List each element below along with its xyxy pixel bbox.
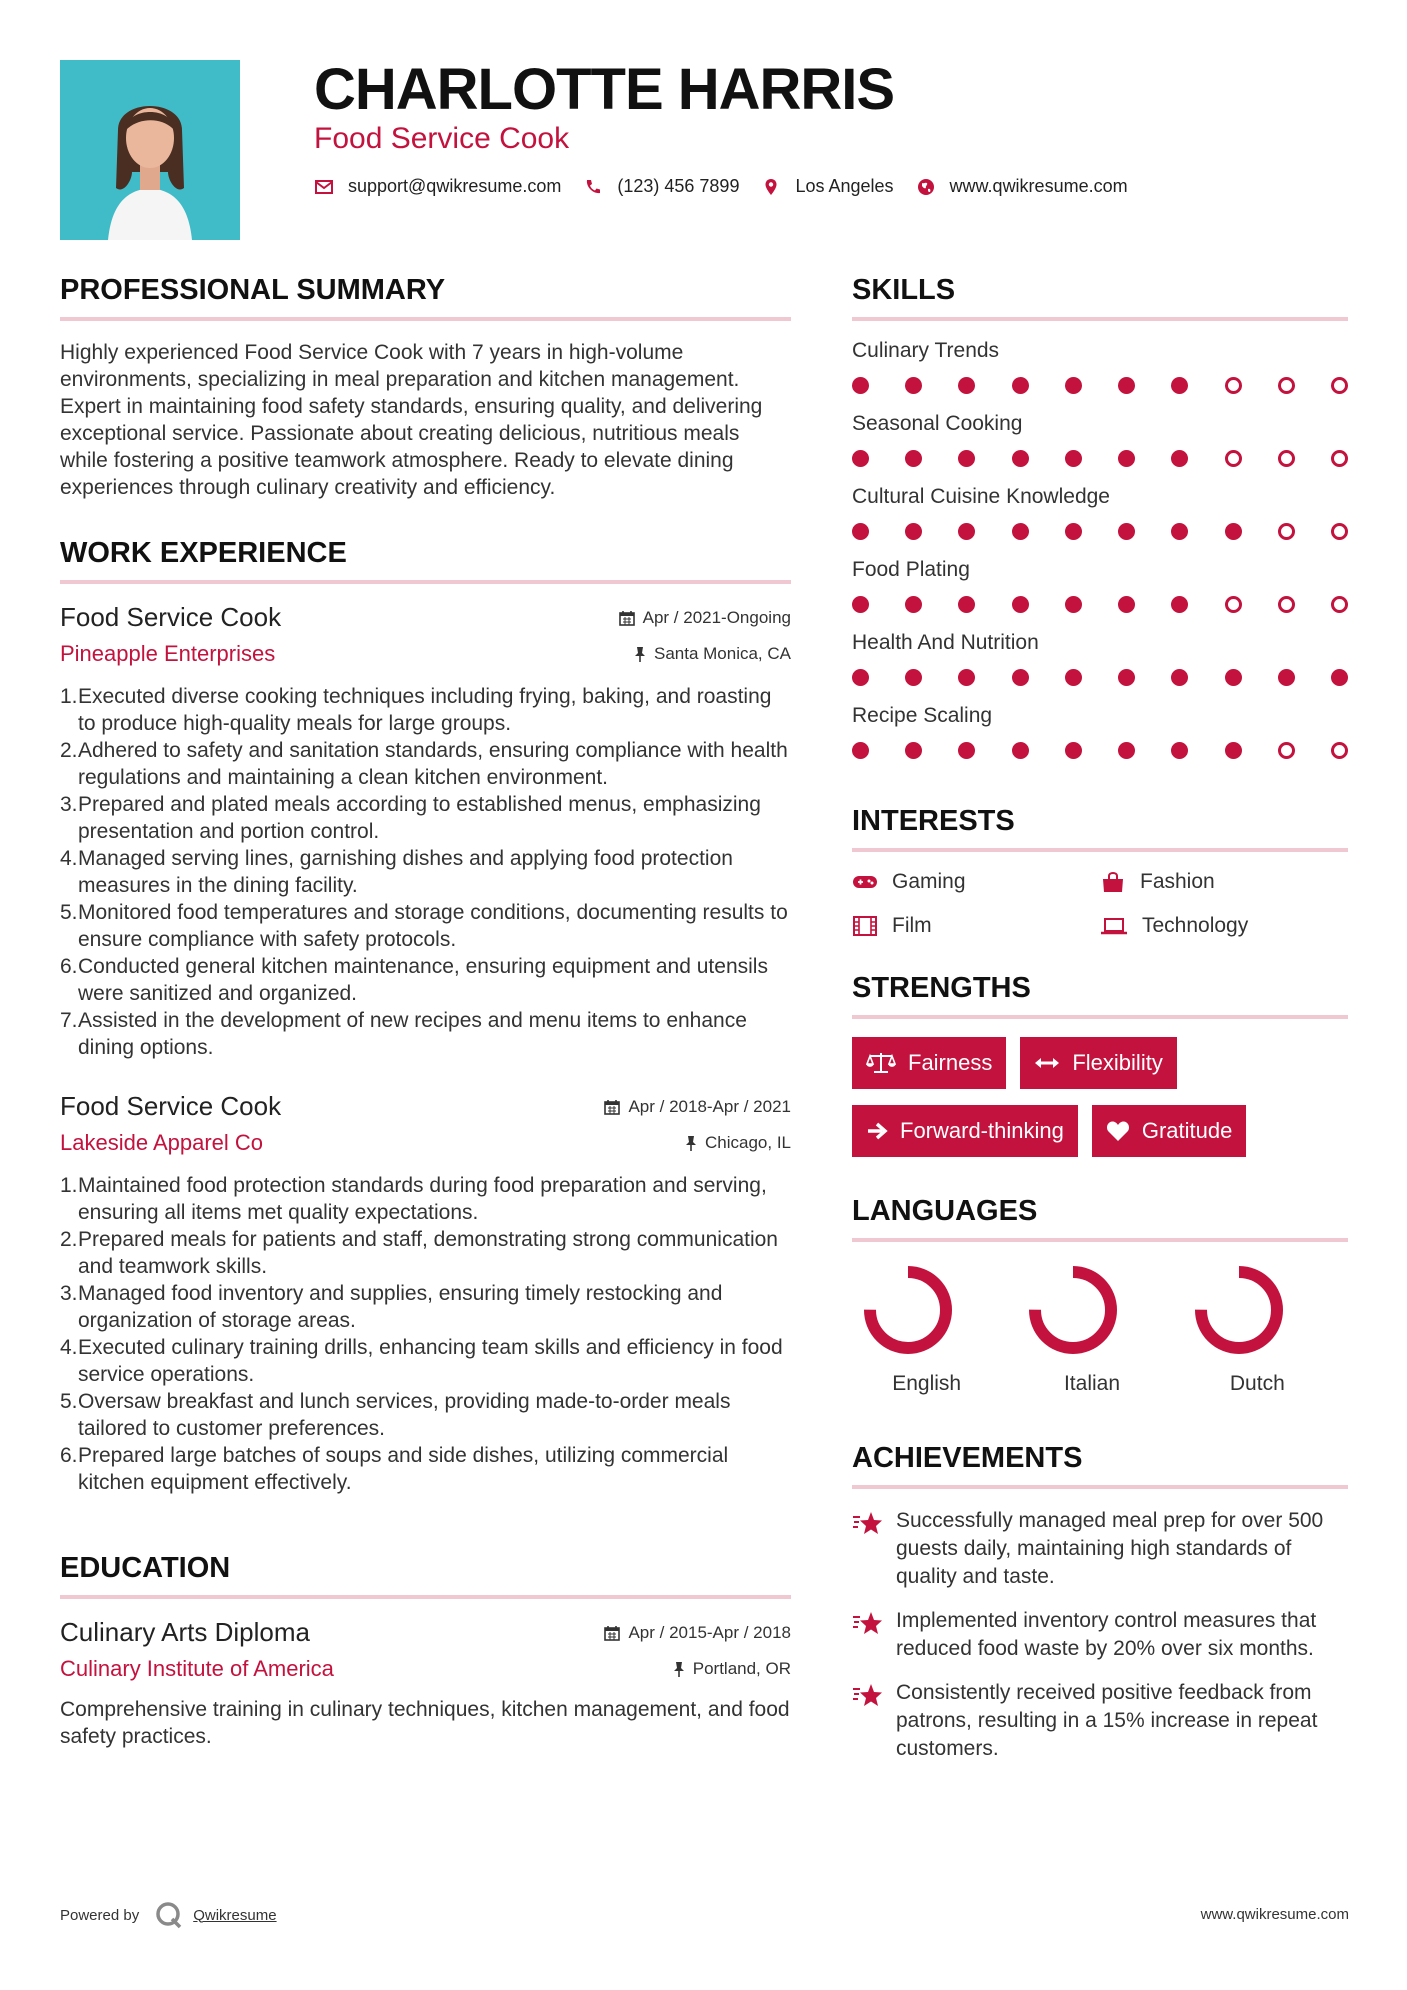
education-school: Culinary Institute of America: [60, 1656, 334, 1681]
job-bullet: [60, 1280, 791, 1334]
footer-website[interactable]: www.qwikresume.com: [1200, 1906, 1349, 1923]
achievement-list: [852, 1507, 1348, 1763]
rating-dot-filled: [958, 450, 975, 467]
skill-name: Culinary Trends: [852, 339, 1000, 362]
rating-dot-filled: [1065, 669, 1082, 686]
interest-label: Technology: [1142, 914, 1249, 937]
language-list: [852, 1260, 1348, 1396]
bullet-number: 3.: [60, 793, 78, 816]
rating-dot-filled: [1012, 450, 1029, 467]
job-title: Food Service Cook: [60, 1091, 282, 1121]
contact-website[interactable]: www.qwikresume.com: [949, 176, 1128, 196]
rating-dot-filled: [1225, 669, 1242, 686]
bullet-text: Maintained food protection standards during food preparation and serving, ensuring all items met quality expectations.: [78, 1174, 767, 1224]
skill-item: [852, 631, 1348, 686]
rating-dot-filled: [852, 377, 869, 394]
job-entry: [60, 602, 791, 1061]
rating-dot-filled: [1012, 742, 1029, 759]
rating-dot-filled: [905, 377, 922, 394]
rating-dot-filled: [905, 742, 922, 759]
rating-dot-filled: [1331, 669, 1348, 686]
left-column: [60, 274, 791, 1770]
rating-dot-filled: [1012, 669, 1029, 686]
rating-dot-empty: [1278, 742, 1295, 759]
rating-dot-filled: [1065, 742, 1082, 759]
rating-dot-filled: [1065, 377, 1082, 394]
achievement-text: Consistently received positive feedback from patrons, resulting in a 15% increase in repeat customers.: [896, 1681, 1318, 1760]
language-name: English: [892, 1372, 962, 1395]
skill-name: Food Plating: [852, 558, 970, 581]
bullet-number: 4.: [60, 1336, 78, 1359]
rating-dot-filled: [958, 377, 975, 394]
phone-icon: [583, 177, 603, 197]
achievement-item: [852, 1607, 1348, 1663]
heart-icon: [1106, 1120, 1130, 1142]
skill-rating: [852, 669, 1348, 686]
profile-photo: [60, 60, 240, 240]
star-achievement-icon: [852, 1509, 884, 1537]
rating-dot-empty: [1278, 596, 1295, 613]
right-column: [852, 274, 1348, 1779]
gamepad-icon: [852, 872, 878, 892]
rating-dot-empty: [1225, 450, 1242, 467]
bullet-number: 6.: [60, 1444, 78, 1467]
film-icon: [852, 915, 878, 937]
rating-dot-filled: [1012, 377, 1029, 394]
language-item: [1183, 1260, 1348, 1396]
job-bullet: [60, 845, 791, 899]
rating-dot-filled: [1065, 596, 1082, 613]
bullet-number: 7.: [60, 1009, 78, 1032]
achievement-text: Implemented inventory control measures that reduced food waste by 20% over six months.: [896, 1609, 1317, 1660]
rating-dot-empty: [1331, 377, 1348, 394]
rating-dot-filled: [905, 450, 922, 467]
education-entry: [60, 1617, 791, 1750]
rating-dot-filled: [1171, 742, 1188, 759]
rating-dot-filled: [1225, 742, 1242, 759]
skill-item: [852, 485, 1348, 540]
strength-tag: [852, 1105, 1078, 1157]
education-dates: Apr / 2015-Apr / 2018: [628, 1622, 791, 1642]
bullet-number: 2.: [60, 1228, 78, 1251]
bullet-number: 3.: [60, 1282, 78, 1305]
job-list: [60, 602, 791, 1496]
skill-name: Seasonal Cooking: [852, 412, 1023, 435]
bullet-text: Prepared large batches of soups and side dishes, utilizing commercial kitchen equipment effectively.: [78, 1444, 729, 1494]
language-name: Dutch: [1229, 1372, 1285, 1395]
job-bullet-list: [60, 683, 791, 1061]
skill-rating: [852, 377, 1348, 394]
job-bullet: [60, 683, 791, 737]
rating-dot-filled: [1118, 377, 1135, 394]
interest-label: Gaming: [892, 870, 966, 893]
rating-dot-empty: [1278, 523, 1295, 540]
rating-dot-filled: [1118, 742, 1135, 759]
rating-dot-filled: [1118, 669, 1135, 686]
bullet-text: Monitored food temperatures and storage conditions, documenting results to ensure compliance with safety protocols.: [78, 901, 788, 951]
job-bullet: [60, 1388, 791, 1442]
skill-item: [852, 704, 1348, 759]
education-heading: EDUCATION: [60, 1552, 791, 1599]
bullet-text: Adhered to safety and sanitation standards, ensuring compliance with health regulations and maintaining a clean kitchen environment.: [78, 739, 788, 789]
calendar-icon: [604, 1099, 620, 1115]
rating-dot-filled: [852, 742, 869, 759]
skill-rating: [852, 450, 1348, 467]
job-bullet-list: [60, 1172, 791, 1496]
arrows-horizontal-icon: [1034, 1055, 1060, 1071]
calendar-icon: [619, 610, 635, 626]
rating-dot-filled: [1118, 450, 1135, 467]
qwikresume-link[interactable]: Qwikresume: [193, 1906, 277, 1924]
rating-dot-filled: [1171, 669, 1188, 686]
strength-tag: [1092, 1105, 1247, 1157]
language-item: [852, 1260, 1017, 1396]
rating-dot-filled: [1171, 450, 1188, 467]
rating-dot-empty: [1331, 523, 1348, 540]
rating-dot-empty: [1331, 742, 1348, 759]
education-location: Portland, OR: [692, 1659, 791, 1678]
strength-label: Fairness: [908, 1050, 993, 1075]
summary-text: Highly experienced Food Service Cook with 7 years in high-volume environments, specializing in meal preparation and kitchen management. Expert in maintaining food safety standards, ensuring quality, and delivering exceptional service. Passionate about creating delicious, nutritious meals while fostering a positive teamwork atmosphere. Ready to elevate dining experiences through culinary creativity and efficiency.: [60, 341, 763, 499]
rating-dot-filled: [958, 669, 975, 686]
job-bullet: [60, 1226, 791, 1280]
rating-dot-filled: [1065, 450, 1082, 467]
skills-heading: SKILLS: [852, 274, 1348, 321]
rating-dot-filled: [852, 450, 869, 467]
experience-heading: WORK EXPERIENCE: [60, 537, 791, 584]
interests-heading: INTERESTS: [852, 805, 1348, 852]
interest-item: [1100, 914, 1348, 938]
bullet-text: Prepared and plated meals according to established menus, emphasizing presentation and portion control.: [78, 793, 761, 843]
interest-label: Film: [892, 914, 932, 937]
strength-tag: [1020, 1037, 1176, 1089]
contact-phone[interactable]: (123) 456 7899: [617, 176, 740, 196]
achievement-text: Successfully managed meal prep for over 500 guests daily, maintaining high standards of quality and taste.: [896, 1509, 1324, 1588]
education-degree: Culinary Arts Diploma: [60, 1617, 310, 1647]
strength-label: Forward-thinking: [900, 1118, 1064, 1143]
rating-dot-filled: [1171, 523, 1188, 540]
rating-dot-filled: [905, 669, 922, 686]
job-bullet: [60, 1334, 791, 1388]
job-location: Santa Monica, CA: [653, 644, 791, 663]
bullet-text: Assisted in the development of new recipes and menu items to enhance dining options.: [78, 1009, 747, 1059]
job-bullet: [60, 737, 791, 791]
interest-item: [852, 914, 1100, 938]
summary-heading: PROFESSIONAL SUMMARY: [60, 274, 791, 321]
strength-list: [852, 1037, 1348, 1157]
skill-item: [852, 558, 1348, 613]
job-dates: Apr / 2018-Apr / 2021: [628, 1096, 791, 1116]
languages-heading: LANGUAGES: [852, 1195, 1348, 1242]
bullet-number: 1.: [60, 1174, 78, 1197]
rating-dot-filled: [1065, 523, 1082, 540]
rating-dot-filled: [1171, 377, 1188, 394]
rating-dot-filled: [852, 596, 869, 613]
laptop-icon: [1100, 916, 1128, 936]
language-name: Italian: [1063, 1372, 1121, 1395]
powered-by-label: Powered by: [60, 1906, 140, 1924]
bullet-number: 2.: [60, 739, 78, 762]
job-company: Lakeside Apparel Co: [60, 1130, 264, 1155]
skill-rating: [852, 523, 1348, 540]
rating-dot-empty: [1278, 450, 1295, 467]
rating-dot-filled: [905, 596, 922, 613]
calendar-icon: [604, 1625, 620, 1641]
skill-list: [852, 339, 1348, 759]
rating-dot-filled: [1012, 596, 1029, 613]
footer-branding: [60, 1900, 277, 1930]
rating-dot-filled: [958, 742, 975, 759]
arrow-right-icon: [866, 1121, 888, 1141]
bullet-text: Oversaw breakfast and lunch services, providing made-to-order meals tailored to customer preferences.: [78, 1390, 731, 1440]
job-title: Food Service Cook: [60, 602, 282, 632]
job-bullet: [60, 791, 791, 845]
rating-dot-empty: [1331, 450, 1348, 467]
skill-name: Recipe Scaling: [852, 704, 993, 727]
strengths-heading: STRENGTHS: [852, 972, 1348, 1019]
job-bullet: [60, 953, 791, 1007]
rating-dot-filled: [1171, 596, 1188, 613]
rating-dot-filled: [958, 523, 975, 540]
interest-label: Fashion: [1140, 870, 1215, 893]
skill-rating: [852, 596, 1348, 613]
language-level-ring: [858, 1260, 958, 1360]
achievements-heading: ACHIEVEMENTS: [852, 1442, 1348, 1489]
skill-item: [852, 412, 1348, 467]
job-location: Chicago, IL: [705, 1133, 791, 1152]
avatar: [60, 60, 240, 240]
pushpin-icon: [673, 1661, 685, 1677]
star-achievement-icon: [852, 1609, 884, 1637]
language-level-ring: [1023, 1260, 1123, 1360]
pushpin-icon: [685, 1135, 697, 1151]
balance-scale-icon: [866, 1051, 896, 1075]
job-entry: [60, 1091, 791, 1496]
rating-dot-filled: [852, 523, 869, 540]
bullet-text: Executed diverse cooking techniques including frying, baking, and roasting to produce high-quality meals for large groups.: [78, 685, 772, 735]
rating-dot-empty: [1225, 596, 1242, 613]
strength-label: Gratitude: [1141, 1118, 1233, 1143]
globe-icon: [916, 177, 936, 197]
rating-dot-filled: [1012, 523, 1029, 540]
bullet-text: Managed food inventory and supplies, ensuring timely restocking and organization of storage areas.: [78, 1282, 723, 1332]
interest-item: [852, 870, 1100, 894]
contact-bar: [314, 176, 1150, 197]
interest-list: [852, 870, 1348, 938]
education-description: Comprehensive training in culinary techniques, kitchen management, and food safety practices.: [60, 1698, 790, 1748]
bullet-text: Prepared meals for patients and staff, demonstrating strong communication and teamwork skills.: [78, 1228, 778, 1278]
rating-dot-filled: [958, 596, 975, 613]
achievement-item: [852, 1679, 1348, 1763]
bullet-text: Executed culinary training drills, enhancing team skills and efficiency in food service operations.: [78, 1336, 783, 1386]
pushpin-icon: [634, 646, 646, 662]
rating-dot-filled: [1225, 523, 1242, 540]
job-dates: Apr / 2021-Ongoing: [642, 607, 791, 627]
rating-dot-filled: [1118, 523, 1135, 540]
language-level-ring: [1189, 1260, 1289, 1360]
contact-location: Los Angeles: [795, 176, 894, 196]
rating-dot-empty: [1225, 377, 1242, 394]
interest-item: [1100, 870, 1348, 894]
skill-rating: [852, 742, 1348, 759]
candidate-role: Food Service Cook: [314, 122, 570, 155]
rating-dot-empty: [1331, 596, 1348, 613]
rating-dot-filled: [1278, 669, 1295, 686]
bullet-number: 6.: [60, 955, 78, 978]
rating-dot-filled: [1118, 596, 1135, 613]
candidate-name: CHARLOTTE HARRIS: [314, 57, 895, 122]
job-bullet: [60, 1172, 791, 1226]
envelope-icon: [314, 177, 334, 197]
skill-name: Health And Nutrition: [852, 631, 1039, 654]
rating-dot-filled: [852, 669, 869, 686]
bullet-number: 5.: [60, 1390, 78, 1413]
qwikresume-logo-icon: [153, 1900, 185, 1930]
rating-dot-empty: [1278, 377, 1295, 394]
bullet-text: Conducted general kitchen maintenance, ensuring equipment and utensils were sanitized and organized.: [78, 955, 768, 1005]
shopping-bag-icon: [1100, 871, 1126, 893]
bullet-number: 4.: [60, 847, 78, 870]
star-achievement-icon: [852, 1681, 884, 1709]
job-company: Pineapple Enterprises: [60, 641, 276, 666]
job-bullet: [60, 899, 791, 953]
skill-item: [852, 339, 1348, 394]
bullet-number: 5.: [60, 901, 78, 924]
location-pin-icon: [761, 177, 781, 197]
achievement-item: [852, 1507, 1348, 1591]
skill-name: Cultural Cuisine Knowledge: [852, 485, 1110, 508]
contact-email[interactable]: support@qwikresume.com: [348, 176, 562, 196]
rating-dot-filled: [905, 523, 922, 540]
strength-tag: [852, 1037, 1006, 1089]
job-bullet: [60, 1442, 791, 1496]
bullet-text: Managed serving lines, garnishing dishes and applying food protection measures in the dining facility.: [78, 847, 733, 897]
language-item: [1017, 1260, 1182, 1396]
job-bullet: [60, 1007, 791, 1061]
bullet-number: 1.: [60, 685, 78, 708]
strength-label: Flexibility: [1072, 1050, 1163, 1075]
